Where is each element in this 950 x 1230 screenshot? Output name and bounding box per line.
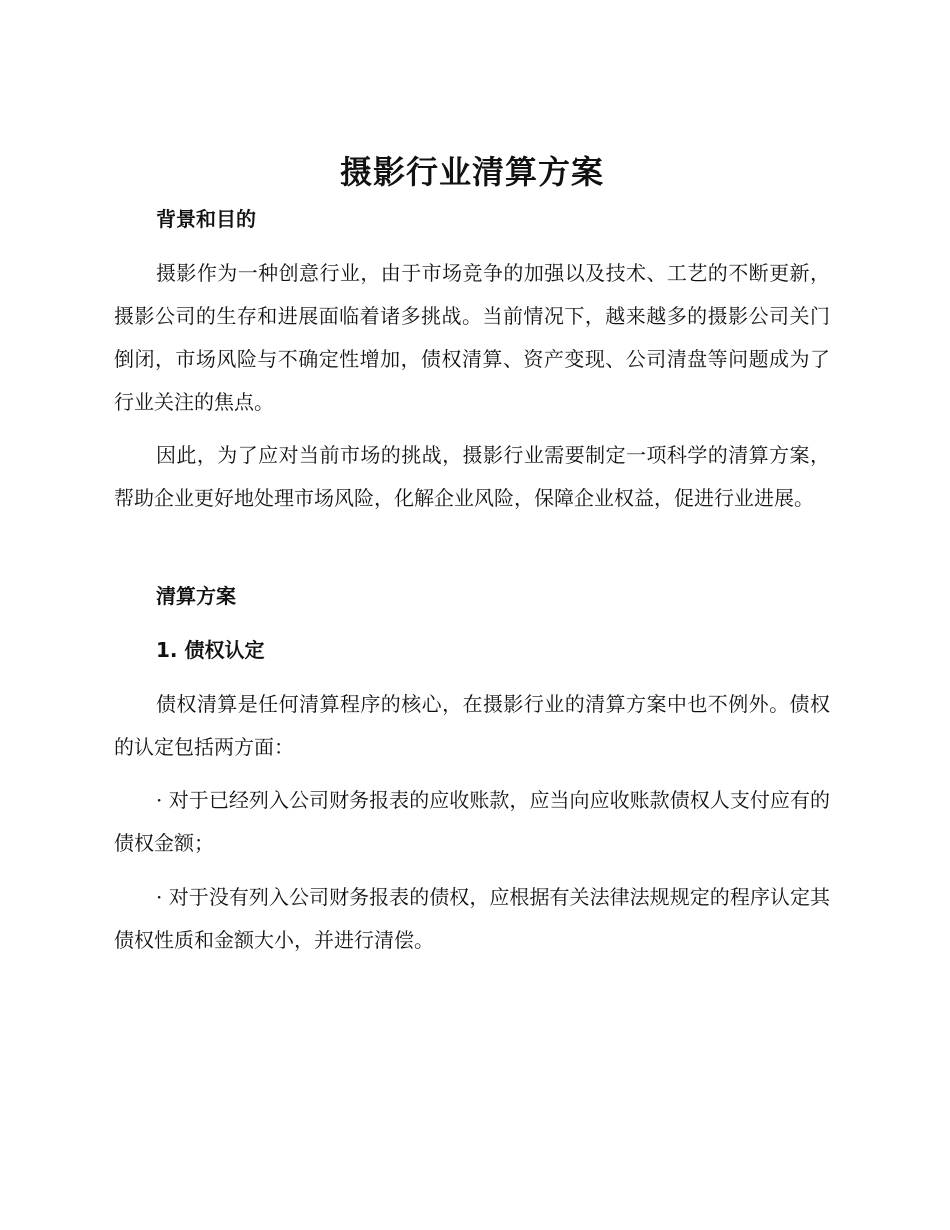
section-heading-plan: 清算方案 bbox=[156, 584, 236, 608]
bullet-item-1: · 对于已经列入公司财务报表的应收账款，应当向应收账款债权人支付应有的债权金额； bbox=[114, 788, 830, 855]
section-heading-background: 背景和目的 bbox=[156, 207, 256, 231]
subheading-debt-recognition: 1. 债权认定 bbox=[156, 638, 265, 662]
document-title: 摄影行业清算方案 bbox=[339, 153, 604, 191]
background-paragraph-1: 摄影作为一种创意行业，由于市场竞争的加强以及技术、工艺的不断更新，摄影公司的生存和进展面临着诸多挑战。当前情况下，越来越多的摄影公司关门倒闭，市场风险与不确定性增加，债权清算、资产变现、公司清盘等问题成为了行业关注的焦点。 bbox=[114, 261, 830, 414]
background-paragraph-2: 因此，为了应对当前市场的挑战，摄影行业需要制定一项科学的清算方案，帮助企业更好地处理市场风险，化解企业风险，保障企业权益，促进行业进展。 bbox=[114, 443, 830, 510]
plan-paragraph-1: 债权清算是任何清算程序的核心，在摄影行业的清算方案中也不例外。债权的认定包括两方面： bbox=[114, 692, 830, 759]
bullet-item-2: · 对于没有列入公司财务报表的债权，应根据有关法律法规规定的程序认定其债权性质和金额大小，并进行清偿。 bbox=[114, 885, 830, 952]
